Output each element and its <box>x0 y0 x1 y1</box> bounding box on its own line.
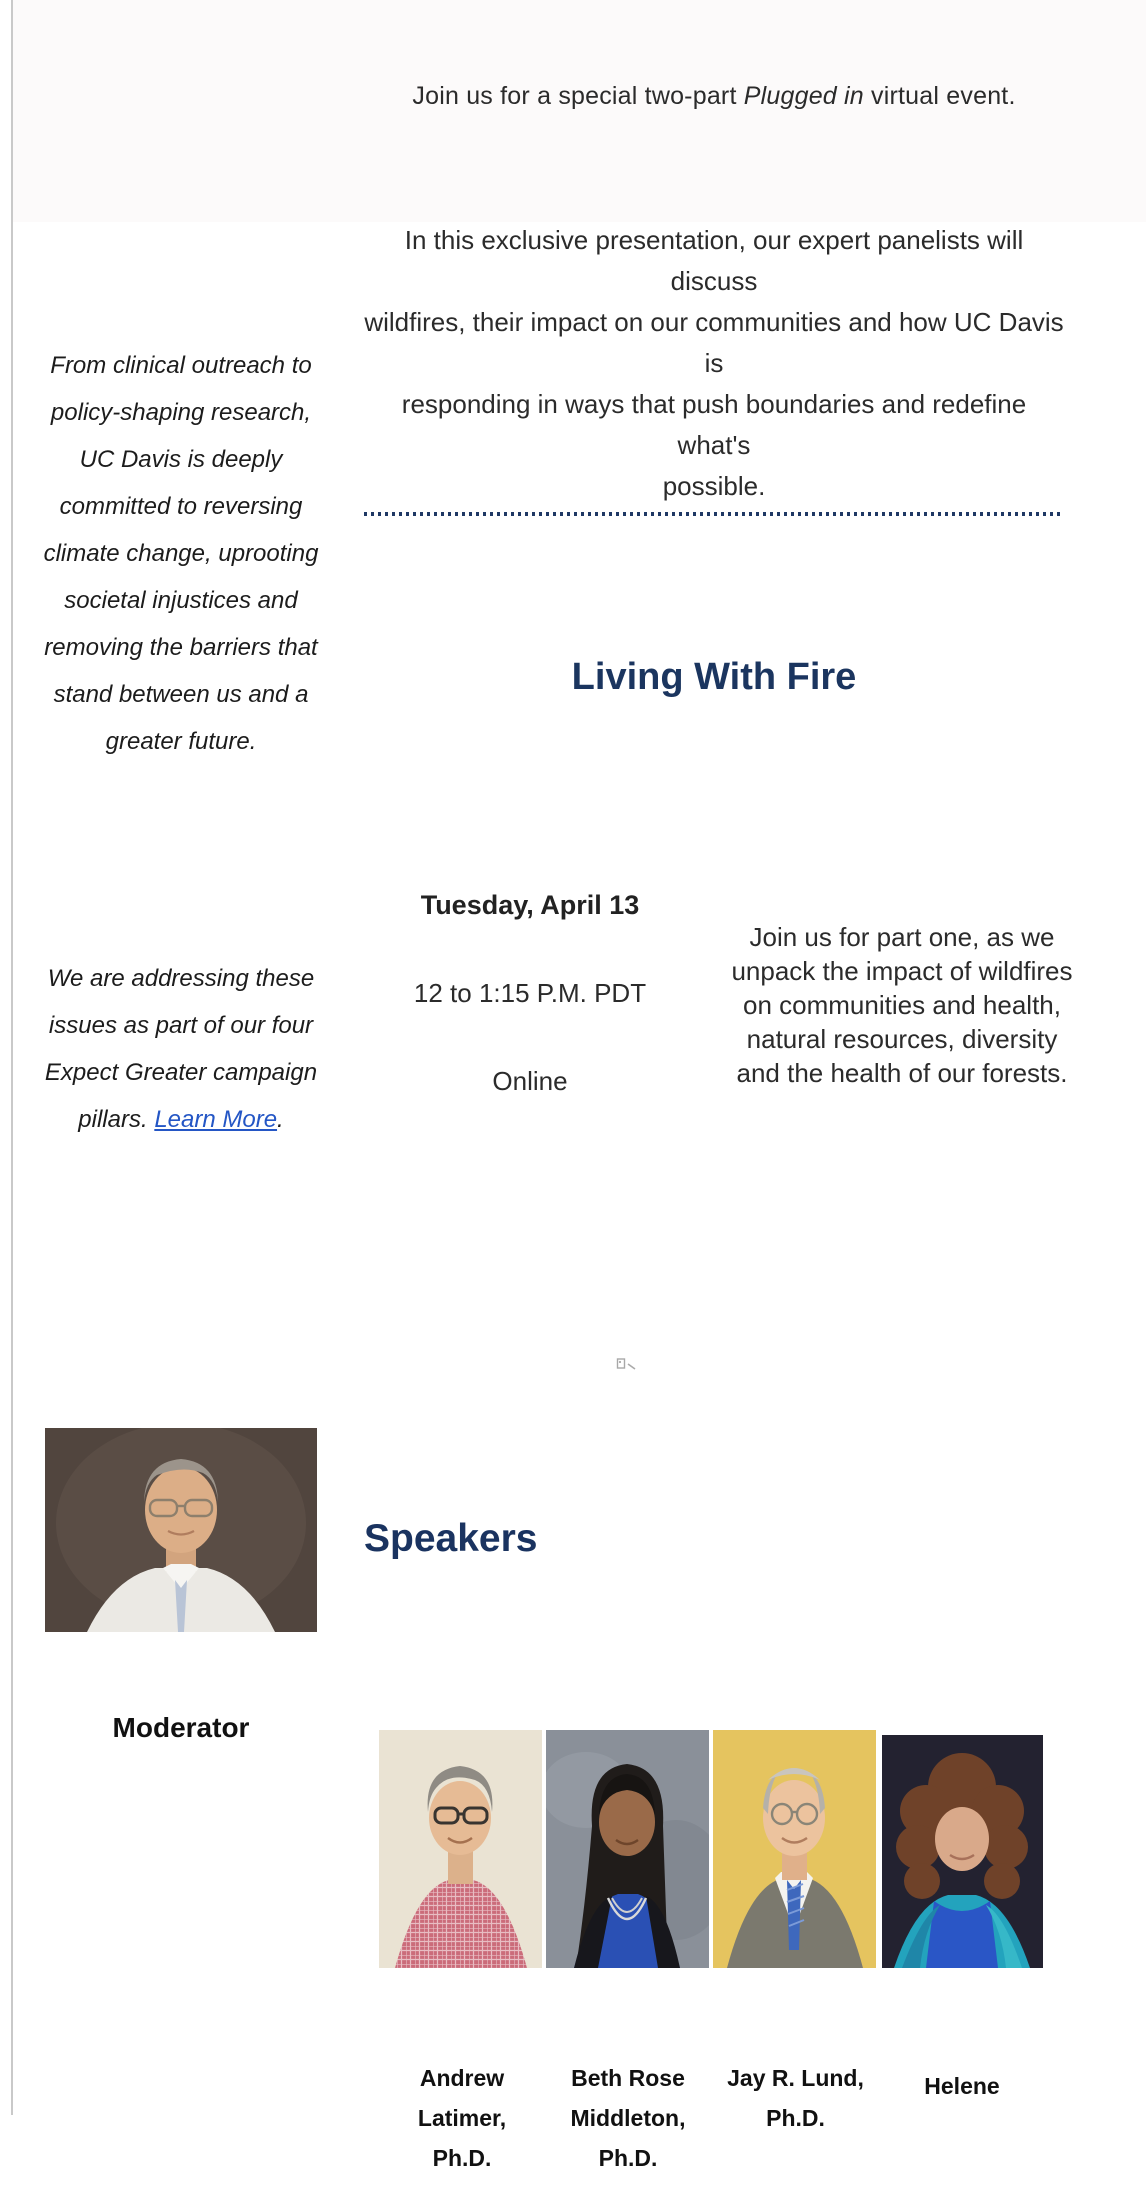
event-location: Online <box>492 1066 568 1096</box>
moderator-label: Moderator <box>112 1712 250 1743</box>
intro-line <box>364 82 1064 111</box>
speakers-photo-row <box>379 1730 1043 1968</box>
learn-more-link[interactable]: Learn More <box>154 1106 278 1133</box>
text-line: possible. <box>662 471 766 501</box>
text-line: on communities and health, <box>743 990 1061 1020</box>
text-line: Middleton, Ph.D. <box>570 2105 686 2171</box>
speaker-name-3 <box>712 2058 879 2138</box>
text-line: In this exclusive presentation, our expert panelists will discuss <box>404 225 1024 296</box>
speaker-photo-1 <box>379 1730 542 1968</box>
text-line: natural resources, diversity <box>746 1024 1058 1054</box>
text-line: issues as part of our four <box>48 1012 314 1039</box>
text-line: wildfires, their impact on our communities and how UC Davis is <box>364 307 1064 378</box>
text-line: Expect Greater campaign <box>44 1059 318 1086</box>
speaker-name-4 <box>881 2058 1043 2106</box>
event-description <box>717 920 1087 1090</box>
sidebar-mission-text <box>20 342 342 765</box>
text-line: Join us for part one, as we <box>749 922 1055 952</box>
speaker-name-1 <box>379 2058 545 2178</box>
sidebar-campaign-last-line <box>20 1096 342 1143</box>
overview-paragraph <box>364 220 1064 507</box>
text-line: UC Davis is deeply <box>79 446 283 473</box>
intro-emphasis: Plugged in <box>743 82 864 110</box>
top-band <box>13 0 1146 222</box>
speaker-name-2 <box>546 2058 710 2178</box>
event-date: Tuesday, April 13 <box>420 890 640 920</box>
text-line: climate change, uprooting <box>43 540 319 567</box>
text-line: Helene <box>924 2073 1000 2099</box>
text-line: Ph.D. <box>766 2105 825 2131</box>
text-line: and the health of our forests. <box>736 1058 1068 1088</box>
text-line: stand between us and a <box>53 681 309 708</box>
sidebar-campaign-lines <box>20 955 342 1096</box>
text-line: Jay R. Lund, <box>727 2065 864 2091</box>
left-border-rule <box>11 0 13 2115</box>
dotted-divider <box>364 512 1062 516</box>
campaign-last-prefix: pillars. <box>78 1106 155 1133</box>
text-line: From clinical outreach to <box>50 352 312 379</box>
text-line: responding in ways that push boundaries and redefine what's <box>401 389 1027 460</box>
speakers-heading: Speakers <box>364 1517 538 1560</box>
event-title: Living With Fire <box>571 656 857 698</box>
speaker-photo-3 <box>713 1730 876 1968</box>
event-time: 12 to 1:15 P.M. PDT <box>413 978 647 1008</box>
speaker-photo-4 <box>882 1735 1043 1968</box>
intro-prefix: Join us for a special two-part <box>412 82 744 110</box>
campaign-last-suffix: . <box>277 1106 284 1133</box>
intro-suffix: virtual event. <box>863 82 1016 110</box>
text-line: Andrew Latimer, <box>417 2065 507 2131</box>
speaker-photo-2 <box>546 1730 709 1968</box>
text-line: societal injustices and <box>64 587 298 614</box>
text-line: We are addressing these <box>47 965 315 992</box>
moderator-photo <box>45 1428 317 1632</box>
text-line: Beth Rose <box>571 2065 685 2091</box>
broken-image-icon <box>616 1356 642 1374</box>
text-line: committed to reversing <box>59 493 303 520</box>
text-line: greater future. <box>105 728 257 755</box>
sidebar-campaign-text <box>20 955 342 1143</box>
text-line: policy-shaping research, <box>50 399 312 426</box>
text-line: removing the barriers that <box>44 634 318 661</box>
text-line: unpack the impact of wildfires <box>731 956 1073 986</box>
text-line: Ph.D. <box>432 2145 492 2171</box>
